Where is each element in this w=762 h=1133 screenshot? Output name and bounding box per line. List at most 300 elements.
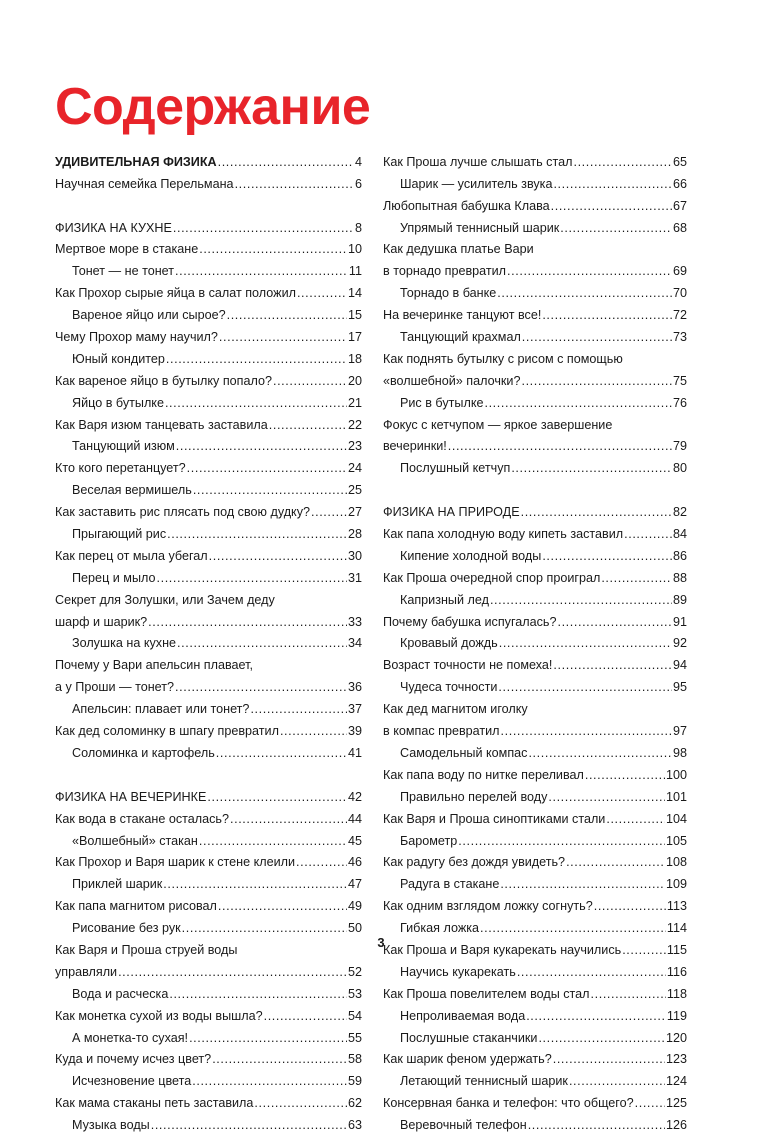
toc-dot-leader	[528, 746, 672, 761]
toc-subentry[interactable]	[55, 870, 362, 892]
toc-dot-leader	[448, 439, 672, 454]
toc-entry-title: Как вареное яйцо в бутылку попало?	[55, 373, 272, 388]
toc-page-number: 44	[347, 811, 362, 826]
toc-entry-title: Как Варя и Проша синоптиками стали	[383, 811, 606, 826]
toc-subentry[interactable]	[55, 520, 362, 542]
toc-page-number: 76	[672, 395, 687, 410]
toc-page-number: 52	[347, 964, 362, 979]
toc-entry-title: Яйцо в бутылке	[72, 395, 164, 410]
toc-entry-title: Как вода в стакане осталась?	[55, 811, 229, 826]
toc-entry[interactable]	[55, 673, 362, 695]
toc-entry-title: Как папа магнитом рисовал	[55, 899, 217, 914]
toc-page-number: 17	[347, 330, 362, 345]
toc-dot-leader	[521, 505, 672, 520]
toc-dot-leader	[480, 921, 666, 936]
toc-entry-title: Барометр	[400, 833, 458, 848]
toc-page-number: 42	[347, 789, 362, 804]
toc-entry[interactable]	[55, 717, 362, 739]
toc-dot-leader	[167, 527, 347, 542]
toc-subentry[interactable]	[383, 170, 687, 192]
toc-dot-leader	[166, 352, 347, 367]
toc-dot-leader	[501, 724, 672, 739]
toc-spacer	[55, 192, 362, 214]
toc-page-number: 118	[666, 986, 687, 1001]
toc-dot-leader	[553, 658, 672, 673]
toc-entry-title: Шарик — усилитель звука	[400, 176, 553, 191]
toc-page-number: 36	[347, 680, 362, 695]
toc-dot-leader	[148, 615, 347, 630]
toc-entry-title: Юный кондитер	[72, 351, 165, 366]
toc-dot-leader	[219, 330, 347, 345]
toc-dot-leader	[227, 308, 347, 323]
toc-page-number: 39	[347, 724, 362, 739]
toc-page-number: 11	[348, 264, 362, 279]
toc-subentry[interactable]	[383, 1002, 687, 1024]
toc-page-number: 30	[347, 548, 362, 563]
toc-page-number: 95	[672, 680, 687, 695]
toc-dot-leader	[542, 308, 672, 323]
toc-entry[interactable]	[55, 892, 362, 914]
toc-entry[interactable]	[383, 805, 687, 827]
toc-dot-leader	[635, 1096, 665, 1111]
toc-entry-title: Как папа холодную воду кипеть заставил	[383, 527, 624, 542]
toc-entry-title: Кровавый дождь	[400, 636, 498, 651]
toc-entry-line[interactable]	[383, 236, 687, 258]
toc-dot-leader	[517, 965, 666, 980]
toc-page-number: 89	[672, 592, 687, 607]
toc-dot-leader	[553, 177, 672, 192]
toc-subentry[interactable]	[383, 1024, 687, 1046]
toc-page-number: 59	[347, 1074, 362, 1089]
toc-entry-title: Куда и почему исчез цвет?	[55, 1052, 212, 1067]
toc-dot-leader	[235, 177, 354, 192]
toc-page-number: 113	[666, 899, 687, 914]
toc-page-number: 31	[347, 570, 362, 585]
toc-page-number: 23	[347, 439, 362, 454]
toc-page-number: 21	[347, 395, 362, 410]
toc-page-number: 126	[665, 1118, 687, 1133]
toc-entry-title: Как мама стаканы петь заставила	[55, 1096, 254, 1111]
toc-entry[interactable]	[383, 849, 687, 871]
toc-subentry[interactable]	[383, 870, 687, 892]
toc-entry-title: Как радугу без дождя увидеть?	[383, 855, 566, 870]
toc-page-number: 67	[672, 198, 687, 213]
toc-dot-leader	[280, 724, 347, 739]
toc-page-number: 54	[347, 1008, 362, 1023]
toc-page-number: 73	[672, 330, 687, 345]
toc-page-number: 68	[672, 220, 687, 235]
toc-entry-line[interactable]	[383, 345, 687, 367]
toc-dot-leader	[569, 1074, 665, 1089]
toc-entry-title: Веселая вермишель	[72, 483, 192, 498]
toc-entry[interactable]	[55, 498, 362, 520]
toc-page-number: 88	[672, 570, 687, 585]
toc-entry-line[interactable]	[383, 411, 687, 433]
toc-entry[interactable]	[55, 411, 362, 433]
toc-entry-title: Вода и расческа	[72, 986, 169, 1001]
toc-entry-title: Как Прохор и Варя шарик к стене клеили	[55, 855, 296, 870]
toc-entry-title: Как одним взглядом ложку согнуть?	[383, 899, 593, 914]
toc-dot-leader	[521, 374, 672, 389]
toc-column-left	[55, 148, 362, 1133]
toc-entry-title: Приклей шарик	[72, 877, 163, 892]
toc-entry[interactable]	[383, 608, 687, 630]
toc-subentry[interactable]	[55, 476, 362, 498]
toc-page-number: 6	[354, 176, 362, 191]
toc-entry-title: Веревочный телефон	[400, 1118, 527, 1133]
toc-entry[interactable]	[55, 1046, 362, 1068]
toc-entry[interactable]	[55, 1002, 362, 1024]
toc-page-number: 91	[672, 614, 687, 629]
toc-entry[interactable]	[383, 433, 687, 455]
toc-subentry[interactable]	[383, 673, 687, 695]
toc-entry[interactable]	[383, 1089, 687, 1111]
toc-subentry[interactable]	[55, 1067, 362, 1089]
toc-entry-title: Кипение холодной воды	[400, 548, 542, 563]
toc-entry-title: Как Варя и Проша струей воды	[55, 942, 238, 957]
toc-spacer	[55, 761, 362, 783]
toc-dot-leader	[169, 987, 347, 1002]
toc-subentry[interactable]	[383, 586, 687, 608]
toc-subentry[interactable]	[55, 827, 362, 849]
toc-entry[interactable]	[55, 958, 362, 980]
toc-entry[interactable]	[55, 805, 362, 827]
toc-entry-title: шарф и шарик?	[55, 614, 148, 629]
toc-subentry[interactable]	[55, 980, 362, 1002]
toc-subentry[interactable]	[55, 389, 362, 411]
toc-entry-title: в торнадо превратил	[383, 264, 507, 279]
toc-dot-leader	[163, 877, 347, 892]
toc-page-number: 53	[347, 986, 362, 1001]
toc-entry-title: Секрет для Золушки, или Зачем деду	[55, 592, 275, 607]
toc-section-heading[interactable]	[55, 214, 362, 236]
toc-entry-title: Упрямый теннисный шарик	[400, 220, 560, 235]
toc-subentry[interactable]	[383, 914, 687, 936]
toc-entry[interactable]	[383, 148, 687, 170]
toc-dot-leader	[497, 286, 672, 301]
toc-subentry[interactable]	[55, 257, 362, 279]
toc-entry-line[interactable]	[55, 586, 362, 608]
toc-entry-title: ФИЗИКА НА ПРИРОДЕ	[383, 505, 520, 520]
toc-entry-title: Почему у Вари апельсин плавает,	[55, 658, 253, 673]
toc-entry[interactable]	[383, 651, 687, 673]
toc-subentry[interactable]	[55, 695, 362, 717]
toc-dot-leader	[173, 221, 354, 236]
toc-subentry[interactable]	[55, 914, 362, 936]
toc-entry-title: Самодельный компас	[400, 745, 528, 760]
toc-entry-title: Как Проша очередной спор проиграл	[383, 570, 601, 585]
toc-dot-leader	[209, 549, 347, 564]
toc-entry-title: Возраст точности не помеха!	[383, 658, 553, 673]
toc-entry-title: а у Проши — тонет?	[55, 680, 175, 695]
toc-page-number: 28	[347, 527, 362, 542]
toc-dot-leader	[199, 242, 347, 257]
toc-page-number: 69	[672, 264, 687, 279]
toc-page-number: 55	[347, 1030, 362, 1045]
toc-entry-title: Научись кукарекать	[400, 964, 516, 979]
toc-entry-title: Послушный кетчуп	[400, 461, 511, 476]
page-title: Содержание	[55, 78, 371, 136]
toc-entry-title: Мертвое море в стакане	[55, 242, 199, 257]
toc-entry[interactable]	[55, 170, 362, 192]
toc-page-number: 79	[672, 439, 687, 454]
toc-entry[interactable]	[55, 849, 362, 871]
toc-page-number: 15	[347, 308, 362, 323]
toc-entry-title: Как дед магнитом иголку	[383, 702, 528, 717]
toc-entry[interactable]	[383, 980, 687, 1002]
toc-dot-leader	[624, 527, 672, 542]
toc-dot-leader	[151, 1118, 347, 1133]
toc-page-number: 50	[347, 921, 362, 936]
toc-dot-leader	[182, 921, 347, 936]
toc-entry[interactable]	[383, 367, 687, 389]
toc-subentry[interactable]	[383, 739, 687, 761]
toc-subentry[interactable]	[383, 542, 687, 564]
toc-entry-title: Как Проша повелителем воды стал	[383, 986, 590, 1001]
toc-entry-title: Кто кого перетанцует?	[55, 461, 186, 476]
toc-entry-title: Исчезновение цвета	[72, 1074, 192, 1089]
toc-page-number: 24	[347, 461, 362, 476]
toc-page-number: 124	[665, 1074, 687, 1089]
toc-dot-leader	[538, 1031, 665, 1046]
toc-dot-leader	[199, 834, 347, 849]
toc-subentry[interactable]	[383, 454, 687, 476]
toc-entry-title: Как заставить рис плясать под свою дудку?	[55, 505, 310, 520]
toc-dot-leader	[566, 855, 665, 870]
toc-subentry[interactable]	[383, 1067, 687, 1089]
toc-subentry[interactable]	[55, 433, 362, 455]
toc-subentry[interactable]	[55, 301, 362, 323]
toc-entry[interactable]	[383, 520, 687, 542]
toc-page-number: 82	[672, 505, 687, 520]
toc-dot-leader	[218, 899, 347, 914]
toc-page-number: 41	[347, 745, 362, 760]
toc-dot-leader	[264, 1009, 347, 1024]
toc-dot-leader	[216, 746, 347, 761]
toc-entry-title: Научная семейка Перельмана	[55, 176, 234, 191]
toc-subentry[interactable]	[55, 564, 362, 586]
toc-page-number: 114	[666, 921, 687, 936]
toc-subentry[interactable]	[55, 345, 362, 367]
toc-page-number: 120	[665, 1030, 687, 1045]
toc-entry[interactable]	[55, 279, 362, 301]
toc-page-number: 49	[347, 899, 362, 914]
toc-subentry[interactable]	[383, 630, 687, 652]
toc-dot-leader	[192, 1074, 347, 1089]
toc-entry-title: Непроливаемая вода	[400, 1008, 526, 1023]
toc-dot-leader	[553, 1052, 665, 1067]
toc-entry[interactable]	[55, 236, 362, 258]
toc-page-number: 97	[672, 724, 687, 739]
toc-dot-leader	[526, 1009, 666, 1024]
toc-page-number: 119	[666, 1008, 687, 1023]
toc-entry-title: Танцующий крахмал	[400, 330, 521, 345]
toc-dot-leader	[193, 483, 347, 498]
toc-entry-title: Прыгающий рис	[72, 527, 167, 542]
toc-entry-title: «волшебной» палочки?	[383, 373, 521, 388]
toc-page-number: 46	[347, 855, 362, 870]
toc-dot-leader	[606, 812, 665, 827]
toc-entry[interactable]	[55, 542, 362, 564]
toc-page-number: 94	[672, 658, 687, 673]
toc-subentry[interactable]	[383, 783, 687, 805]
toc-page-number: 20	[347, 373, 362, 388]
toc-dot-leader	[212, 1052, 347, 1067]
toc-page-number: 104	[665, 811, 687, 826]
toc-page-number: 115	[666, 942, 687, 957]
toc-entry[interactable]	[383, 761, 687, 783]
toc-page-number: 8	[354, 220, 362, 235]
toc-page-number: 37	[347, 702, 362, 717]
toc-dot-leader	[573, 155, 672, 170]
toc-dot-leader	[176, 439, 347, 454]
toc-subentry[interactable]	[383, 958, 687, 980]
toc-entry-title: вечеринки!	[383, 439, 447, 454]
toc-subentry[interactable]	[383, 214, 687, 236]
toc-entry-title: в компас превратил	[383, 724, 500, 739]
toc-subentry[interactable]	[55, 630, 362, 652]
toc-subentry[interactable]	[383, 279, 687, 301]
toc-dot-leader	[557, 615, 672, 630]
toc-entry-title: Золушка на кухне	[72, 636, 177, 651]
toc-page-number: 58	[347, 1052, 362, 1067]
toc-entry-title: На вечеринке танцуют все!	[383, 308, 542, 323]
toc-entry-title: Музыка воды	[72, 1118, 150, 1133]
toc-page-number: 25	[347, 483, 362, 498]
toc-entry-title: Послушные стаканчики	[400, 1030, 538, 1045]
toc-dot-leader	[551, 199, 672, 214]
toc-entry-title: Любопытная бабушка Клава	[383, 198, 550, 213]
toc-entry[interactable]	[55, 323, 362, 345]
toc-entry[interactable]	[383, 257, 687, 279]
toc-dot-leader	[591, 987, 666, 1002]
toc-entry-title: Консервная банка и телефон: что общего?	[383, 1096, 634, 1111]
toc-part-heading[interactable]	[55, 148, 362, 170]
toc-entry-title: Вареное яйцо или сырое?	[72, 308, 226, 323]
toc-entry-title: Фокус с кетчупом — яркое завершение	[383, 417, 613, 432]
toc-dot-leader	[175, 680, 347, 695]
toc-page-number: 65	[672, 154, 687, 169]
toc-entry-title: ФИЗИКА НА КУХНЕ	[55, 220, 172, 235]
toc-page-number: 84	[672, 527, 687, 542]
toc-subentry[interactable]	[55, 1111, 362, 1133]
toc-dot-leader	[542, 549, 672, 564]
toc-entry-title: А монетка-то сухая!	[72, 1030, 189, 1045]
toc-dot-leader	[528, 1118, 665, 1133]
toc-dot-leader	[118, 965, 347, 980]
toc-entry-title: Летающий теннисный шарик	[400, 1074, 568, 1089]
toc-entry-title: Как поднять бутылку с рисом с помощью	[383, 351, 623, 366]
toc-dot-leader	[560, 221, 672, 236]
toc-dot-leader	[254, 1096, 347, 1111]
toc-dot-leader	[484, 396, 672, 411]
toc-dot-leader	[297, 286, 347, 301]
toc-entry-title: Правильно перелей воду	[400, 789, 548, 804]
toc-entry-title: Чудеса точности	[400, 680, 498, 695]
toc-page-number: 80	[672, 461, 687, 476]
toc-subentry[interactable]	[383, 323, 687, 345]
toc-dot-leader	[499, 636, 672, 651]
toc-dot-leader	[601, 571, 672, 586]
toc-dot-leader	[273, 374, 347, 389]
toc-page-number: 98	[672, 745, 687, 760]
toc-dot-leader	[177, 636, 347, 651]
toc-dot-leader	[585, 768, 665, 783]
toc-subentry[interactable]	[383, 389, 687, 411]
toc-entry-title: Как перец от мыла убегал	[55, 548, 208, 563]
toc-page-number: 27	[347, 505, 362, 520]
toc-dot-leader	[507, 264, 672, 279]
toc-subentry[interactable]	[55, 739, 362, 761]
toc-entry[interactable]	[383, 192, 687, 214]
toc-entry[interactable]	[383, 301, 687, 323]
toc-dot-leader	[594, 899, 666, 914]
toc-subentry[interactable]	[383, 1111, 687, 1133]
toc-entry-title: УДИВИТЕЛЬНАЯ ФИЗИКА	[55, 154, 217, 169]
toc-entry[interactable]	[55, 454, 362, 476]
toc-entry-title: Апельсин: плавает или тонет?	[72, 702, 250, 717]
toc-entry[interactable]	[383, 564, 687, 586]
toc-entry-line[interactable]	[383, 695, 687, 717]
toc-page-number: 22	[347, 417, 362, 432]
toc-page-number: 125	[665, 1096, 687, 1111]
toc-entry-title: Гибкая ложка	[400, 921, 480, 936]
toc-dot-leader	[500, 877, 665, 892]
toc-subentry[interactable]	[383, 827, 687, 849]
toc-dot-leader	[511, 461, 672, 476]
toc-page-number: 34	[347, 636, 362, 651]
toc-dot-leader	[522, 330, 672, 345]
toc-page-number: 72	[672, 308, 687, 323]
toc-entry-title: Тонет — не тонет	[72, 264, 175, 279]
toc-entry[interactable]	[383, 892, 687, 914]
toc-page-number: 63	[347, 1118, 362, 1133]
toc-page-number: 105	[665, 833, 687, 848]
toc-entry-title: «Волшебный» стакан	[72, 833, 198, 848]
toc-section-heading[interactable]	[55, 783, 362, 805]
toc-entry-title: Как папа воду по нитке переливал	[383, 767, 584, 782]
toc-page-number: 101	[665, 789, 687, 804]
toc-page-number: 45	[347, 833, 362, 848]
toc-page-number: 33	[347, 614, 362, 629]
toc-entry[interactable]	[383, 1046, 687, 1068]
toc-entry-title: управляли	[55, 964, 118, 979]
toc-dot-leader	[458, 834, 665, 849]
toc-dot-leader	[311, 505, 347, 520]
toc-entry[interactable]	[55, 608, 362, 630]
toc-dot-leader	[498, 680, 672, 695]
toc-dot-leader	[230, 812, 347, 827]
toc-entry-title: Как дедушка платье Вари	[383, 242, 534, 257]
toc-page-number: 70	[672, 286, 687, 301]
toc-page-number: 66	[672, 176, 687, 191]
toc-entry[interactable]	[55, 367, 362, 389]
toc-entry[interactable]	[383, 717, 687, 739]
toc-entry-title: Как монетка сухой из воды вышла?	[55, 1008, 263, 1023]
toc-page-number: 47	[347, 877, 362, 892]
toc-page-number: 100	[665, 767, 687, 782]
toc-page-number: 10	[347, 242, 362, 257]
toc-subentry[interactable]	[55, 1024, 362, 1046]
toc-entry-title: Рисование без рук	[72, 921, 181, 936]
toc-entry-line[interactable]	[55, 651, 362, 673]
toc-entry-title: Торнадо в банке	[400, 286, 497, 301]
toc-section-heading[interactable]	[383, 498, 687, 520]
toc-dot-leader	[548, 790, 665, 805]
toc-page-number: 14	[347, 286, 362, 301]
toc-entry[interactable]	[55, 1089, 362, 1111]
toc-page-number: 75	[672, 373, 687, 388]
